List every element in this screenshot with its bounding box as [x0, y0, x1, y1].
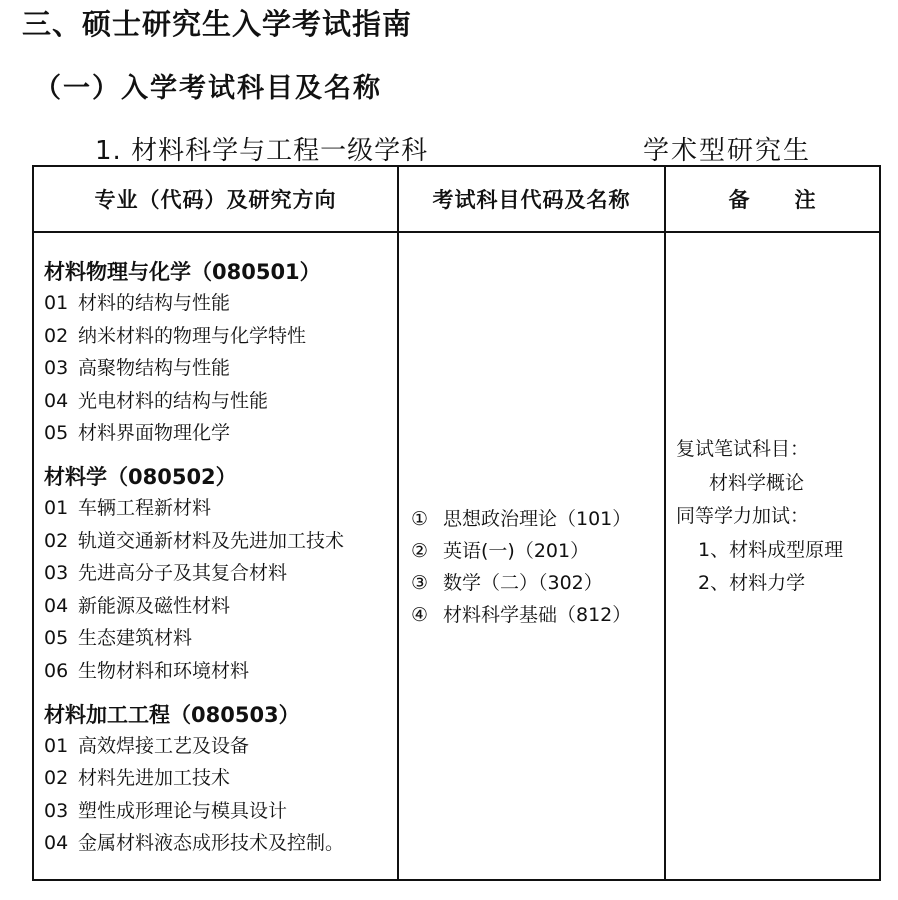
direction-number: 03 — [44, 562, 69, 585]
circled-number: ② — [411, 540, 429, 562]
direction-number: 05 — [44, 627, 69, 650]
direction-number: 03 — [44, 357, 69, 380]
subsection-heading: （一）入学考试科目及名称 — [34, 73, 382, 104]
exam-subject-name: 英语(一)（201） — [443, 540, 590, 562]
direction-item — [44, 492, 397, 525]
direction-name: 生物材料和环境材料 — [78, 659, 250, 682]
direction-item — [44, 557, 397, 590]
direction-number: 03 — [44, 799, 69, 822]
direction-name: 金属材料液态成形技术及控制。 — [78, 832, 345, 855]
direction-name: 材料界面物理化学 — [78, 422, 231, 445]
exam-subject-item — [411, 567, 664, 599]
direction-item — [44, 730, 397, 763]
direction-number: 02 — [44, 529, 69, 552]
header-major: 专业（代码）及研究方向 — [33, 166, 398, 232]
header-notes — [665, 166, 880, 232]
exam-subjects-cell — [398, 232, 665, 880]
equivalent-exam-item: 1、材料成型原理 — [698, 538, 844, 561]
header-notes-char-1: 备 — [728, 188, 751, 212]
section-heading: 三、硕士研究生入学考试指南 — [22, 7, 413, 41]
direction-item — [44, 762, 397, 795]
direction-name: 塑性成形理论与模具设计 — [78, 799, 288, 822]
major-title: 材料学（080502） — [44, 464, 237, 489]
equivalent-exam-label: 同等学力加试： — [676, 505, 810, 528]
exam-subject-name: 材料科学基础（812） — [443, 604, 632, 626]
direction-number: 01 — [44, 292, 69, 314]
exam-subject-item — [411, 599, 664, 631]
direction-number: 01 — [44, 496, 69, 519]
direction-number: 04 — [44, 389, 69, 412]
direction-number: 01 — [44, 734, 69, 757]
direction-name: 高聚物结构与性能 — [78, 357, 231, 380]
header-notes-char-2: 注 — [794, 188, 817, 212]
direction-item — [44, 320, 397, 353]
circled-number: ③ — [411, 572, 429, 594]
equivalent-exam-item: 2、材料力学 — [698, 572, 806, 595]
direction-item — [44, 385, 397, 418]
exam-subject-item — [411, 503, 664, 535]
circled-number: ④ — [411, 604, 429, 626]
major-title: 材料加工工程（080503） — [44, 702, 300, 727]
student-type-label: 学术型研究生 — [643, 136, 812, 166]
exam-subjects-table — [32, 165, 881, 881]
discipline-title: 1. 材料科学与工程一级学科 — [95, 136, 429, 166]
direction-number: 02 — [44, 324, 69, 347]
direction-number: 04 — [44, 832, 69, 855]
direction-name: 生态建筑材料 — [78, 627, 193, 650]
retest-label: 复试笔试科目： — [676, 438, 810, 461]
majors-cell — [33, 232, 398, 880]
direction-name: 高效焊接工艺及设备 — [78, 734, 250, 757]
major-title: 材料物理与化学（080501） — [44, 260, 321, 284]
direction-name: 材料的结构与性能 — [78, 292, 231, 314]
direction-number: 04 — [44, 594, 69, 617]
direction-item — [44, 287, 397, 320]
direction-item — [44, 590, 397, 623]
direction-name: 轨道交通新材料及先进加工技术 — [78, 529, 345, 552]
exam-subject-name: 思想政治理论（101） — [443, 508, 632, 530]
direction-item — [44, 655, 397, 688]
circled-number: ① — [411, 508, 429, 530]
direction-name: 先进高分子及其复合材料 — [78, 562, 288, 585]
direction-item — [44, 795, 397, 828]
table-header-row — [33, 166, 880, 232]
direction-item — [44, 525, 397, 558]
direction-name: 车辆工程新材料 — [78, 496, 212, 519]
header-exam-subjects: 考试科目代码及名称 — [398, 166, 665, 232]
direction-name: 纳米材料的物理与化学特性 — [78, 324, 307, 347]
direction-item — [44, 352, 397, 385]
exam-subject-name: 数学（二）（302） — [443, 572, 603, 594]
table-row — [33, 232, 880, 880]
direction-number: 02 — [44, 767, 69, 790]
direction-item — [44, 417, 397, 450]
direction-name: 光电材料的结构与性能 — [78, 389, 269, 412]
direction-name: 新能源及磁性材料 — [78, 594, 231, 617]
direction-number: 05 — [44, 422, 69, 445]
retest-subject: 材料学概论 — [709, 471, 805, 494]
direction-item — [44, 827, 397, 860]
notes-cell — [665, 232, 880, 880]
exam-subject-item — [411, 535, 664, 567]
direction-number: 06 — [44, 659, 69, 682]
direction-name: 材料先进加工技术 — [78, 767, 231, 790]
direction-item — [44, 622, 397, 655]
